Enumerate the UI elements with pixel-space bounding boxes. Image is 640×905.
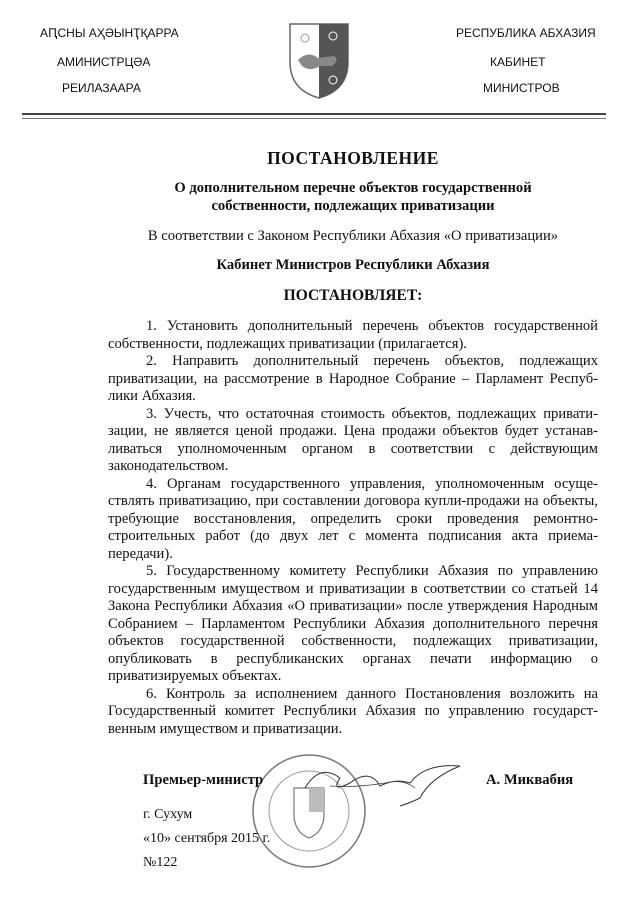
paragraph-2: 2. Направить дополнительный перечень объектов, подлежащих приватизации, на рассмотрение в Народное Собрание – Парламент Республики Абхазия.	[108, 353, 598, 404]
header-divider	[22, 113, 606, 115]
document-title: ПОСТАНОВЛЕНИЕ	[267, 148, 439, 168]
document-subtitle-line-1: О дополнительном перечне объектов государственной	[174, 180, 532, 196]
header-right-line-2: КАБИНЕТ	[490, 55, 546, 69]
signature-icon	[300, 758, 470, 808]
paragraph-6: 6. Контроль за исполнением данного Постановления возложить на Государственный комитет Республики Абхазия по управлению государственным имуществом и приватизации.	[108, 685, 598, 737]
paragraph-1: 1. Установить дополнительный перечень объектов государственной собственности, подлежащих приватизации (прилагается).	[108, 318, 598, 352]
header-right-line-3: МИНИСТРОВ	[483, 81, 560, 95]
header-left-line-3: РЕИЛАЗААРА	[62, 81, 141, 95]
issuer: Кабинет Министров Республики Абхазия	[216, 257, 490, 273]
paragraph-4: 4. Органам государственного управления, уполномоченным осуществлять приватизацию, при составлении договора купли-продажи на объекты, требующие восстановления, определить сроки проведения ремонтно-строительных работ (до двух лет с момента подписания акта приема-передачи).	[108, 475, 598, 562]
header-divider-thin	[22, 118, 606, 119]
paragraph-5: 5. Государственному комитету Республики Абхазия по управлению государственным имуществом и приватизации в соответствии со статьей 14 Закона Республики Абхазия «О приватизации» после утверждения Народным Собранием – Парламентом Республики Абхазия дополнительного перечня объектов государственной собственности, подлежащих приватизации, опубликовать в республиканских органах печати информацию о приватизируемых объектах.	[108, 563, 598, 684]
header-right-line-1: РЕСПУБЛИКА АБХАЗИЯ	[456, 26, 596, 40]
document-subtitle-line-2: собственности, подлежащих приватизации	[211, 198, 495, 214]
document-body	[108, 318, 598, 738]
city: г. Сухум	[143, 807, 193, 822]
header-left-line-1: АԤСНЫ АҲӘЫНҬҚАРРА	[40, 26, 179, 40]
paragraph-3: 3. Учесть, что остаточная стоимость объектов, подлежащих приватизации, не является ценой продажи. Цена продажи объектов будет устанавливаться уполномоченным органом в соответствии с действующим законодательством.	[108, 405, 598, 474]
document-date: «10» сентября 2015 г.	[143, 831, 271, 846]
signatory-name: А. Миквабия	[486, 772, 574, 788]
signatory-position: Премьер-министр	[143, 772, 264, 788]
legal-basis: В соответствии с Законом Республики Абхазия «О приватизации»	[147, 228, 559, 244]
header-left-line-2: АМИНИСТРЦӘА	[57, 55, 151, 69]
coat-of-arms-icon	[288, 20, 350, 100]
resolves-heading: ПОСТАНОВЛЯЕТ:	[283, 287, 423, 304]
document-number: №122	[143, 855, 178, 870]
